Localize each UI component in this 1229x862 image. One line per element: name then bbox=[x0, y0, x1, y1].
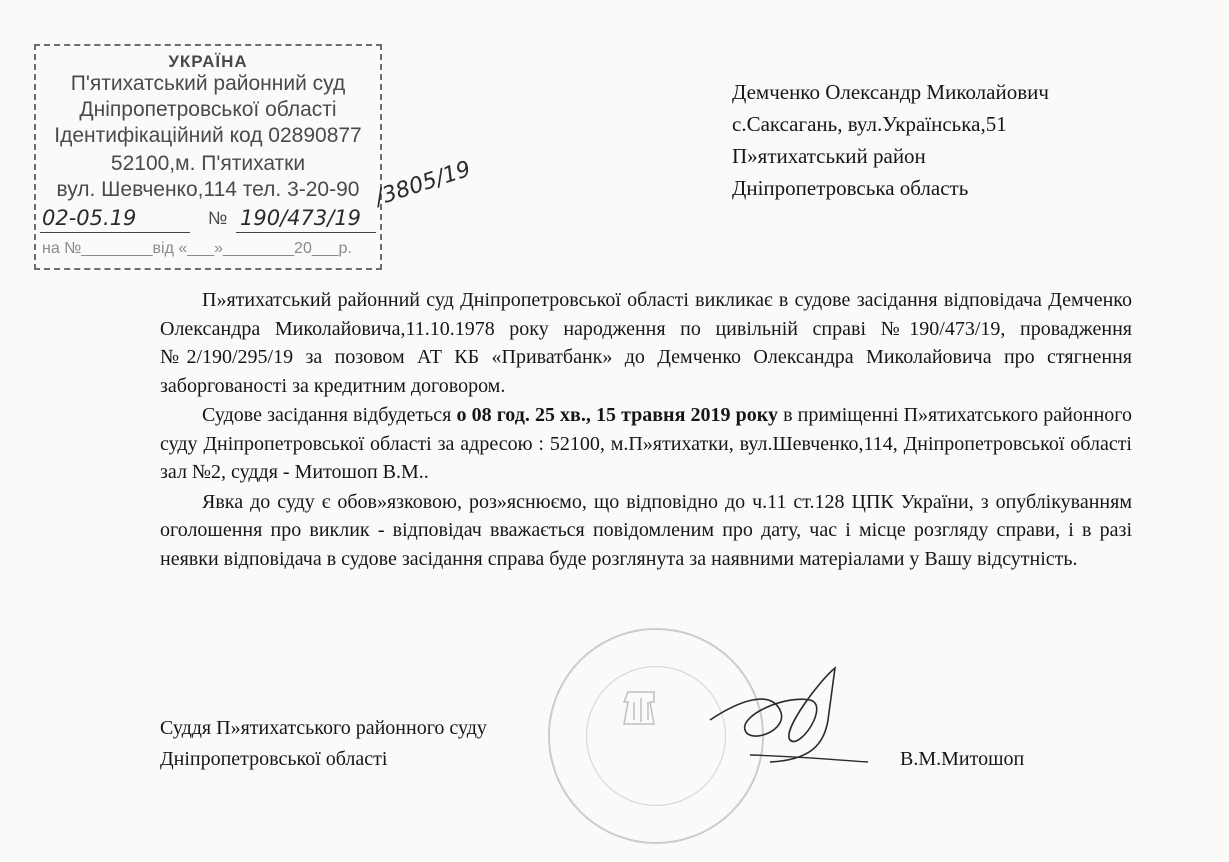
addressee-region: Дніпропетровська область bbox=[732, 176, 969, 200]
stamp-number-underline bbox=[236, 232, 376, 233]
stamp-postal-address: 52100,м. П'ятихатки bbox=[110, 152, 306, 175]
stamp-country: УКРАЇНА bbox=[168, 52, 248, 71]
stamp-street-phone: вул. Шевченко,114 тел. 3-20-90 bbox=[56, 178, 360, 201]
signature-judge-name: В.М.Митошоп bbox=[900, 748, 1025, 770]
hearing-text-after: в приміщенні П»ятихатського районного суду Дніпропетровської області за адресою : 52100, м.П»ятихатки, вул.Шевченко,114, Дніпропетровської області зал №2, суддя - Митошоп В.М.. bbox=[160, 404, 1132, 483]
stamp-registration-row bbox=[40, 206, 380, 236]
paragraph-hearing bbox=[160, 401, 1132, 487]
stamp-court-name: П'ятихатський районний суд bbox=[70, 72, 346, 95]
signature-title-line1: Суддя П»ятихатського районного суду bbox=[160, 717, 487, 739]
stamp-reg-date: 02-05.19 bbox=[42, 206, 137, 230]
stamp-reg-number-label: № bbox=[208, 208, 228, 228]
stamp-id-code: Ідентифікаційний код 02890877 bbox=[54, 124, 362, 147]
handwritten-signature bbox=[690, 660, 870, 770]
stamp-date-underline bbox=[40, 232, 190, 233]
hearing-datetime: о 08 год. 25 хв., 15 травня 2019 року bbox=[456, 404, 778, 426]
paragraph-attendance: Явка до суду є обов»язковою, роз»яснюємо, що відповідно до ч.11 ст.128 ЦПК України, з опублікуванням оголошення про виклик - відповідач вважається повідомленим про дату, час і місце розгляду справи, і в разі неявки відповідача в судове засідання справа буде розглянута за наявними матеріалами у Вашу відсутність. bbox=[160, 490, 1132, 570]
addressee-district: П»ятихатський район bbox=[732, 144, 926, 168]
hearing-text-before: Судове засідання відбудеться bbox=[202, 404, 457, 426]
addressee-name: Демченко Олександр Миколайович bbox=[732, 80, 1049, 104]
paragraph-summons: П»ятихатський районний суд Дніпропетровської області викликає в судове засідання відповідача Демченко Олександра Миколайовича,11.10.1978 року народження по цивільній справі №190/473/19, провадження №2/190/295/19 за позовом АТ КБ «Приватбанк» до Демченко Олександра Миколайовича про стягнення заборгованості за кредитним договором. bbox=[160, 289, 1132, 397]
outgoing-stamp bbox=[34, 44, 382, 270]
stamp-reg-number-continuation: /3805/19 bbox=[372, 156, 474, 211]
signature-title-line2: Дніпропетровської області bbox=[160, 748, 388, 770]
stamp-reply-reference: на №________від «___»________20___р. bbox=[42, 240, 352, 257]
stamp-reg-number: 190/473/19 bbox=[240, 206, 362, 230]
stamp-region: Дніпропетровської області bbox=[79, 98, 337, 121]
addressee-street: с.Саксагань, вул.Українська,51 bbox=[732, 112, 1007, 136]
summons-body bbox=[160, 286, 1132, 574]
addressee-block bbox=[732, 76, 1049, 204]
